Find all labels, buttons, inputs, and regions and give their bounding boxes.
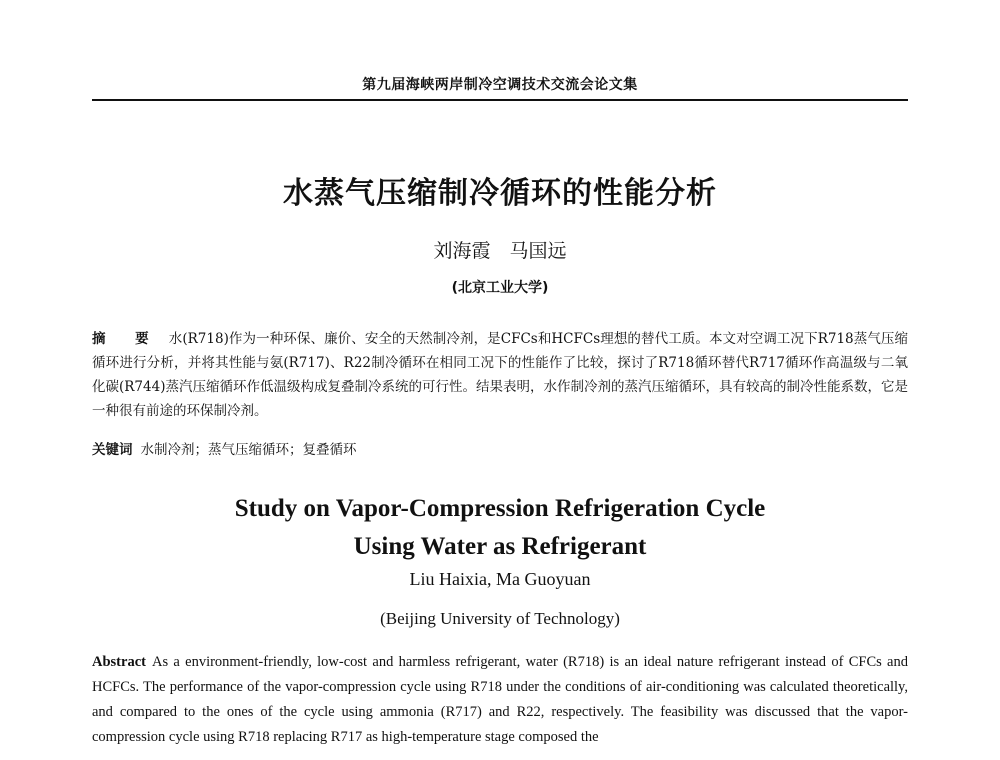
- paper-title-en-line1: Study on Vapor-Compression Refrigeration Cycle: [234, 495, 766, 522]
- abstract-cn-text: 水(R718)作为一种环保、廉价、安全的天然制冷剂，是CFCs和HCFCs理想的替代工质。本文对空调工况下R718蒸气压缩循环进行分析，并将其性能与氨(R717)、R22制冷循环在相同工况下的性能作了比较，探讨了R718循环替代R717循环作高温级与二氧化碳(R744)蒸汽压缩循环作低温级构成复叠制冷系统的可行性。结果表明，水作制冷剂的蒸汽压缩循环，具有较高的制冷性能系数，它是一种很有前途的环保制冷剂。: [92, 331, 909, 419]
- paper-title-en-line2: Using Water as Refrigerant: [353, 533, 647, 560]
- abstract-cn-label: 摘 要: [92, 331, 157, 347]
- abstract-en-text: As a environment-friendly, low-cost and harmless refrigerant, water (R718) is an ideal nature refrigerant instead of CFCs and HCFCs. The performance of the vapor-compression cycle using R718 under the conditions of air-conditioning was calculated theoretically, and compared to the ones of the cycle using ammonia (R717) and R22, respectively. The feasibility was discussed that the vapor-compression cycle using R718 replacing R717 as high-temperature stage composed the: [92, 654, 908, 745]
- affiliation-cn: (北京工业大学): [451, 280, 549, 296]
- abstract-en: [92, 650, 908, 750]
- abstract-en-label: Abstract: [92, 654, 146, 670]
- keywords-cn: [92, 440, 908, 460]
- proceedings-header: 第九届海峡两岸制冷空调技术交流会论文集: [362, 77, 638, 93]
- paper-title-cn: 水蒸气压缩制冷循环的性能分析: [283, 176, 717, 211]
- header-rule: [92, 99, 908, 101]
- affiliation-en: (Beijing University of Technology): [380, 609, 620, 628]
- keywords-cn-label: 关键词: [92, 442, 133, 458]
- paper-title-en: [92, 490, 908, 566]
- authors-cn: 刘海霞 马国远: [433, 240, 567, 262]
- abstract-cn: [92, 327, 908, 423]
- keywords-cn-text: 水制冷剂；蒸气压缩循环；复叠循环: [140, 442, 357, 458]
- authors-en: Liu Haixia, Ma Guoyuan: [409, 569, 591, 589]
